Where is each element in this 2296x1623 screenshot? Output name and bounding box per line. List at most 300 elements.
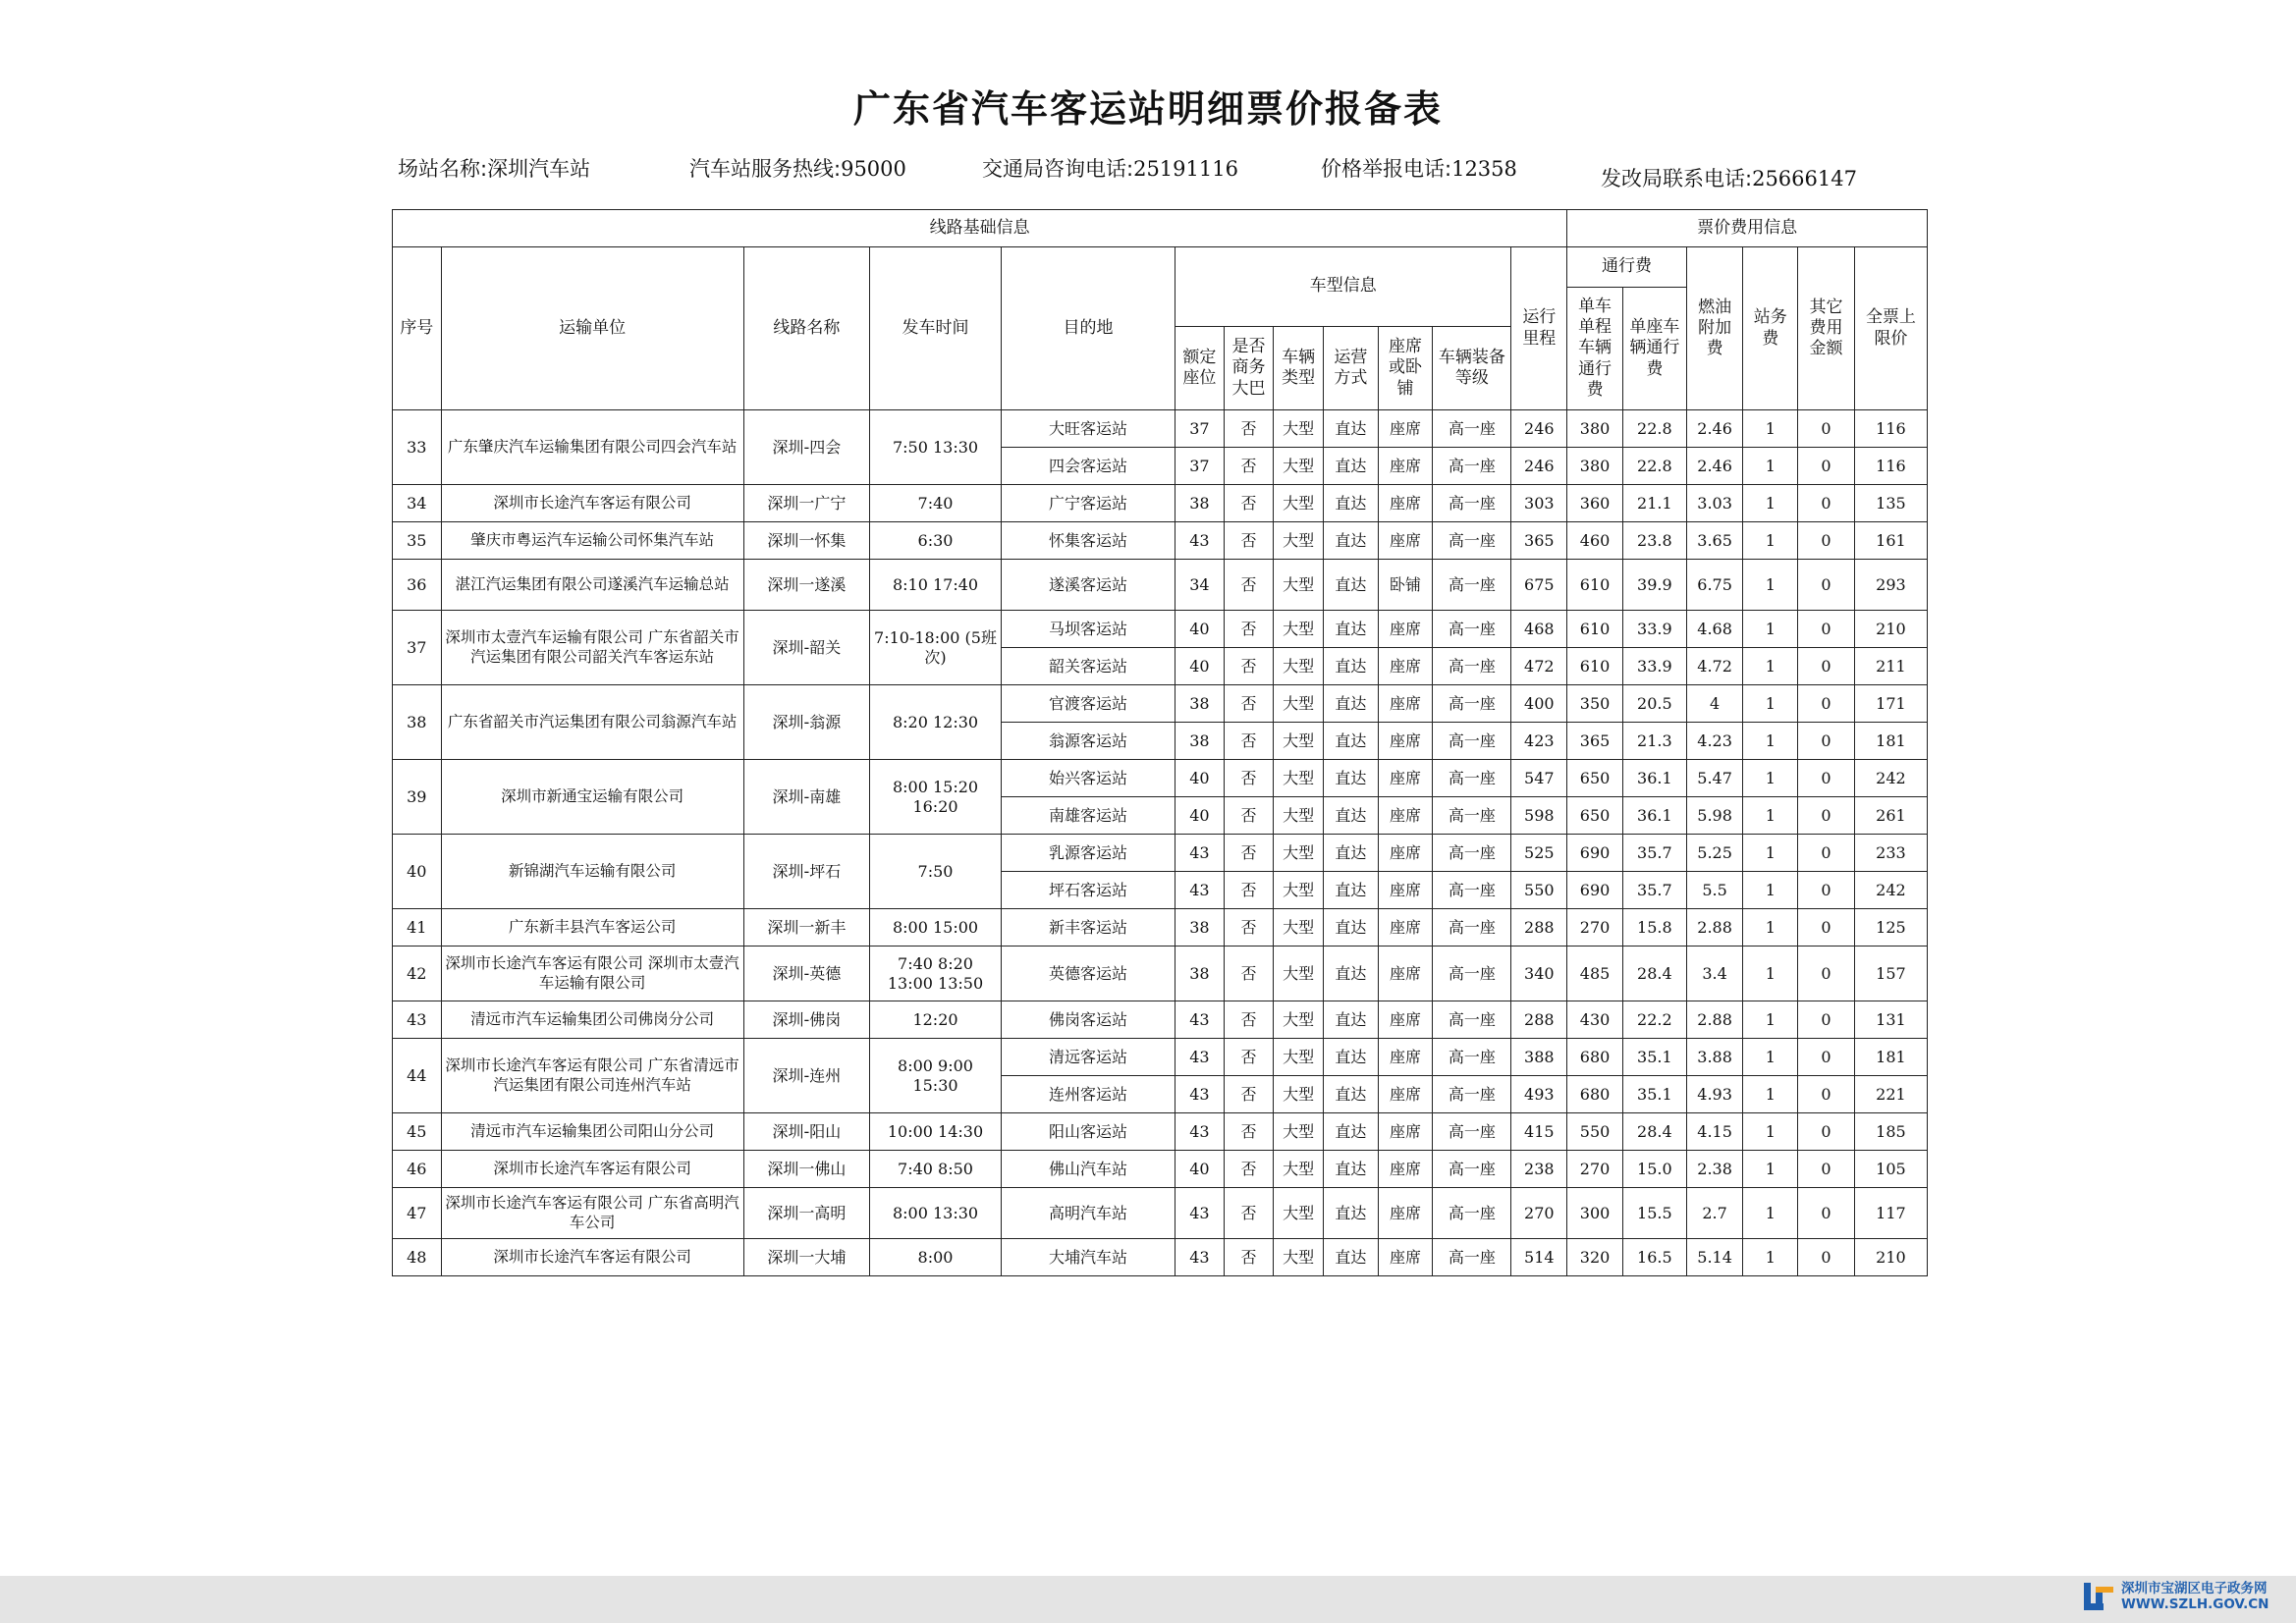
station-fee-cell: 1 [1743,835,1798,872]
toll-vehicle-cell: 380 [1567,448,1623,485]
grade-cell: 高一座 [1433,448,1511,485]
destination-cell: 坪石客运站 [1001,872,1175,909]
seats-header: 额定座位 [1175,327,1225,410]
type-cell: 大型 [1274,410,1324,448]
company-cell: 广东新丰县汽车客运公司 [441,909,743,947]
business-cell: 否 [1224,909,1274,947]
station-fee-cell: 1 [1743,448,1798,485]
station-fee-cell: 1 [1743,723,1798,760]
route-cell: 深圳一新丰 [743,909,870,947]
total-price-cell: 117 [1854,1188,1927,1239]
route-cell: 深圳-韶关 [743,611,870,685]
destination-cell: 英德客运站 [1001,947,1175,1001]
fuel-cell: 4.93 [1686,1076,1743,1113]
grade-cell: 高一座 [1433,1113,1511,1151]
other-fee-cell: 0 [1798,611,1855,648]
depart-time-cell: 12:20 [870,1001,1002,1039]
total-price-cell: 211 [1854,648,1927,685]
company-cell: 肇庆市粤运汽车运输公司怀集汽车站 [441,522,743,560]
mileage-cell: 238 [1511,1151,1567,1188]
toll-vehicle-cell: 365 [1567,723,1623,760]
toll-vehicle-cell: 550 [1567,1113,1623,1151]
route-cell: 深圳-阳山 [743,1113,870,1151]
total-price-cell: 135 [1854,485,1927,522]
destination-cell: 乳源客运站 [1001,835,1175,872]
seats-cell: 43 [1175,835,1225,872]
seats-cell: 43 [1175,1039,1225,1076]
company-cell: 广东肇庆汽车运输集团有限公司四会汽车站 [441,410,743,485]
total-price-cell: 116 [1854,448,1927,485]
berth-cell: 座席 [1378,685,1433,723]
company-cell: 新锦湖汽车运输有限公司 [441,835,743,909]
berth-cell: 座席 [1378,485,1433,522]
company-cell: 深圳市长途汽车客运有限公司 广东省高明汽车公司 [441,1188,743,1239]
mileage-cell: 246 [1511,410,1567,448]
fuel-cell: 2.88 [1686,1001,1743,1039]
total-price-cell: 185 [1854,1113,1927,1151]
other-fee-cell: 0 [1798,947,1855,1001]
mode-cell: 直达 [1324,1076,1379,1113]
company-cell: 湛江汽运集团有限公司遂溪汽车运输总站 [441,560,743,611]
grade-cell: 高一座 [1433,947,1511,1001]
station-fee-cell: 1 [1743,560,1798,611]
seats-cell: 43 [1175,522,1225,560]
depart-time-cell: 6:30 [870,522,1002,560]
grade-cell: 高一座 [1433,1188,1511,1239]
fuel-cell: 2.46 [1686,410,1743,448]
business-cell: 否 [1224,760,1274,797]
total-price-cell: 125 [1854,909,1927,947]
grade-cell: 高一座 [1433,1151,1511,1188]
grade-cell: 高一座 [1433,485,1511,522]
route-cell: 深圳-佛岗 [743,1001,870,1039]
seats-cell: 40 [1175,797,1225,835]
grade-cell: 高一座 [1433,611,1511,648]
berth-cell: 座席 [1378,723,1433,760]
mode-cell: 直达 [1324,611,1379,648]
toll-seat-cell: 20.5 [1622,685,1686,723]
seats-cell: 43 [1175,1001,1225,1039]
destination-cell: 清远客运站 [1001,1039,1175,1076]
seq-cell: 47 [393,1188,442,1239]
business-cell: 否 [1224,1076,1274,1113]
toll-vehicle-cell: 485 [1567,947,1623,1001]
seq-cell: 44 [393,1039,442,1113]
toll-vehicle-cell: 690 [1567,835,1623,872]
page-title: 广东省汽车客运站明细票价报备表 [852,87,1443,131]
fuel-cell: 5.5 [1686,872,1743,909]
vehicle-info-header: 车型信息 [1175,247,1511,327]
mode-cell: 直达 [1324,485,1379,522]
berth-cell: 座席 [1378,448,1433,485]
company-cell: 深圳市太壹汽车运输有限公司 广东省韶关市汽运集团有限公司韶关汽车客运东站 [441,611,743,685]
business-cell: 否 [1224,1188,1274,1239]
mode-cell: 直达 [1324,872,1379,909]
seats-cell: 40 [1175,648,1225,685]
company-header: 运输单位 [441,247,743,410]
depart-time-cell: 8:00 9:00 15:30 [870,1039,1002,1113]
toll-seat-cell: 35.7 [1622,835,1686,872]
seq-cell: 33 [393,410,442,485]
type-cell: 大型 [1274,1151,1324,1188]
table-row [393,835,1928,872]
depart-time-cell: 8:00 15:00 [870,909,1002,947]
mileage-cell: 270 [1511,1188,1567,1239]
mode-cell: 直达 [1324,448,1379,485]
station-fee-cell: 1 [1743,485,1798,522]
fuel-cell: 3.88 [1686,1039,1743,1076]
other-fee-cell: 0 [1798,485,1855,522]
destination-cell: 大旺客运站 [1001,410,1175,448]
seq-header: 序号 [393,247,442,410]
business-cell: 否 [1224,648,1274,685]
toll-vehicle-cell: 430 [1567,1001,1623,1039]
type-cell: 大型 [1274,872,1324,909]
hotline: 汽车站服务热线:95000 [689,157,906,181]
business-cell: 否 [1224,1113,1274,1151]
mileage-cell: 288 [1511,1001,1567,1039]
fuel-cell: 4.72 [1686,648,1743,685]
depart-time-cell: 7:40 8:50 [870,1151,1002,1188]
other-fee-cell: 0 [1798,1239,1855,1276]
mode-cell: 直达 [1324,1151,1379,1188]
fuel-cell: 4 [1686,685,1743,723]
station-fee-header: 站务费 [1743,247,1798,410]
mileage-cell: 246 [1511,448,1567,485]
table-row [393,485,1928,522]
fuel-cell: 5.14 [1686,1239,1743,1276]
mileage-cell: 472 [1511,648,1567,685]
mode-cell: 直达 [1324,1188,1379,1239]
station-fee-cell: 1 [1743,1188,1798,1239]
mileage-cell: 400 [1511,685,1567,723]
station-fee-cell: 1 [1743,410,1798,448]
seats-cell: 40 [1175,760,1225,797]
destination-cell: 四会客运站 [1001,448,1175,485]
other-fee-cell: 0 [1798,872,1855,909]
berth-cell: 座席 [1378,648,1433,685]
destination-cell: 南雄客运站 [1001,797,1175,835]
type-cell: 大型 [1274,723,1324,760]
fuel-cell: 2.38 [1686,1151,1743,1188]
seats-cell: 43 [1175,1076,1225,1113]
toll-vehicle-cell: 690 [1567,872,1623,909]
total-price-cell: 233 [1854,835,1927,872]
seq-cell: 42 [393,947,442,1001]
seq-cell: 35 [393,522,442,560]
toll-vehicle-cell: 650 [1567,797,1623,835]
toll-vehicle-header: 单车单程车辆通行费 [1567,288,1623,410]
station-fee-cell: 1 [1743,1239,1798,1276]
depart-time-cell: 7:40 [870,485,1002,522]
other-fee-cell: 0 [1798,1151,1855,1188]
grade-cell: 高一座 [1433,1239,1511,1276]
toll-seat-header: 单座车辆通行费 [1622,288,1686,410]
table-row [393,560,1928,611]
type-cell: 大型 [1274,1039,1324,1076]
total-price-cell: 210 [1854,611,1927,648]
destination-cell: 佛岗客运站 [1001,1001,1175,1039]
seats-cell: 38 [1175,485,1225,522]
seats-cell: 40 [1175,611,1225,648]
station-fee-cell: 1 [1743,909,1798,947]
grade-cell: 高一座 [1433,685,1511,723]
seats-cell: 34 [1175,560,1225,611]
berth-cell: 座席 [1378,1001,1433,1039]
business-cell: 否 [1224,1151,1274,1188]
type-cell: 大型 [1274,560,1324,611]
seq-cell: 36 [393,560,442,611]
destination-cell: 阳山客运站 [1001,1113,1175,1151]
total-price-cell: 181 [1854,723,1927,760]
station-fee-cell: 1 [1743,1113,1798,1151]
berth-cell: 座席 [1378,1188,1433,1239]
total-price-cell: 116 [1854,410,1927,448]
total-price-cell: 261 [1854,797,1927,835]
business-cell: 否 [1224,410,1274,448]
other-fee-cell: 0 [1798,723,1855,760]
toll-seat-cell: 35.1 [1622,1076,1686,1113]
other-fee-cell: 0 [1798,797,1855,835]
company-cell: 广东省韶关市汽运集团有限公司翁源汽车站 [441,685,743,760]
route-cell: 深圳一佛山 [743,1151,870,1188]
business-cell: 否 [1224,685,1274,723]
fuel-cell: 2.88 [1686,909,1743,947]
route-cell: 深圳-四会 [743,410,870,485]
station-fee-cell: 1 [1743,685,1798,723]
toll-seat-cell: 33.9 [1622,611,1686,648]
station-fee-cell: 1 [1743,797,1798,835]
fare-table [392,209,1928,1276]
destination-cell: 马坝客运站 [1001,611,1175,648]
fuel-cell: 4.23 [1686,723,1743,760]
total-price-cell: 131 [1854,1001,1927,1039]
mode-cell: 直达 [1324,1001,1379,1039]
type-cell: 大型 [1274,648,1324,685]
mode-cell: 直达 [1324,648,1379,685]
mileage-cell: 423 [1511,723,1567,760]
mileage-cell: 468 [1511,611,1567,648]
berth-cell: 座席 [1378,872,1433,909]
other-fee-cell: 0 [1798,522,1855,560]
station-fee-cell: 1 [1743,1076,1798,1113]
company-cell: 清远市汽车运输集团公司阳山分公司 [441,1113,743,1151]
business-cell: 否 [1224,1039,1274,1076]
grade-cell: 高一座 [1433,1001,1511,1039]
seats-cell: 38 [1175,723,1225,760]
berth-cell: 座席 [1378,1151,1433,1188]
grade-cell: 高一座 [1433,1039,1511,1076]
grade-header: 车辆装备等级 [1433,327,1511,410]
table-row [393,909,1928,947]
other-fee-cell: 0 [1798,448,1855,485]
mileage-header: 运行里程 [1511,247,1567,410]
business-cell: 否 [1224,560,1274,611]
berth-cell: 座席 [1378,1076,1433,1113]
fuel-cell: 2.46 [1686,448,1743,485]
seq-cell: 37 [393,611,442,685]
table-row [393,1239,1928,1276]
report-phone: 价格举报电话:12358 [1321,157,1517,181]
mileage-cell: 598 [1511,797,1567,835]
fuel-cell: 5.98 [1686,797,1743,835]
berth-cell: 座席 [1378,947,1433,1001]
toll-vehicle-cell: 350 [1567,685,1623,723]
toll-seat-cell: 21.3 [1622,723,1686,760]
other-fee-cell: 0 [1798,835,1855,872]
seats-cell: 37 [1175,410,1225,448]
destination-cell: 怀集客运站 [1001,522,1175,560]
depart-time-cell: 8:10 17:40 [870,560,1002,611]
business-cell: 否 [1224,448,1274,485]
type-cell: 大型 [1274,1001,1324,1039]
grade-cell: 高一座 [1433,760,1511,797]
mileage-cell: 550 [1511,872,1567,909]
mode-cell: 直达 [1324,797,1379,835]
company-cell: 清远市汽车运输集团公司佛岗分公司 [441,1001,743,1039]
type-cell: 大型 [1274,1113,1324,1151]
total-price-cell: 221 [1854,1076,1927,1113]
berth-cell: 座席 [1378,410,1433,448]
table-row [393,1113,1928,1151]
mode-cell: 直达 [1324,1113,1379,1151]
total-price-cell: 157 [1854,947,1927,1001]
grade-cell: 高一座 [1433,560,1511,611]
seats-cell: 37 [1175,448,1225,485]
type-cell: 大型 [1274,947,1324,1001]
mode-cell: 直达 [1324,560,1379,611]
station-fee-cell: 1 [1743,1001,1798,1039]
total-price-cell: 161 [1854,522,1927,560]
toll-vehicle-cell: 360 [1567,485,1623,522]
seq-cell: 43 [393,1001,442,1039]
route-cell: 深圳一遂溪 [743,560,870,611]
type-cell: 大型 [1274,485,1324,522]
station-fee-cell: 1 [1743,648,1798,685]
grade-cell: 高一座 [1433,835,1511,872]
station-fee-cell: 1 [1743,1039,1798,1076]
business-cell: 否 [1224,1239,1274,1276]
table-row [393,685,1928,723]
mode-cell: 直达 [1324,760,1379,797]
seats-cell: 43 [1175,1239,1225,1276]
grade-cell: 高一座 [1433,909,1511,947]
destination-cell: 高明汽车站 [1001,1188,1175,1239]
site-logo-icon [2082,1581,2117,1612]
berth-cell: 卧铺 [1378,560,1433,611]
company-cell: 深圳市长途汽车客运有限公司 深圳市太壹汽车运输有限公司 [441,947,743,1001]
destination-cell: 遂溪客运站 [1001,560,1175,611]
fuel-cell: 6.75 [1686,560,1743,611]
mode-cell: 直达 [1324,685,1379,723]
business-cell: 否 [1224,522,1274,560]
destination-cell: 韶关客运站 [1001,648,1175,685]
mode-cell: 直达 [1324,909,1379,947]
station-fee-cell: 1 [1743,1151,1798,1188]
watermark-url: WWW.SZLH.GOV.CN [2121,1596,2269,1612]
station-fee-cell: 1 [1743,947,1798,1001]
dest-header: 目的地 [1001,247,1175,410]
grade-cell: 高一座 [1433,723,1511,760]
toll-seat-cell: 39.9 [1622,560,1686,611]
seq-cell: 38 [393,685,442,760]
mode-cell: 直达 [1324,947,1379,1001]
destination-cell: 官渡客运站 [1001,685,1175,723]
seats-cell: 40 [1175,1151,1225,1188]
total-price-cell: 210 [1854,1239,1927,1276]
berth-cell: 座席 [1378,1113,1433,1151]
route-info-header: 线路基础信息 [393,210,1567,247]
route-cell: 深圳一广宁 [743,485,870,522]
other-fee-cell: 0 [1798,648,1855,685]
grade-cell: 高一座 [1433,797,1511,835]
toll-vehicle-cell: 270 [1567,909,1623,947]
other-fee-header: 其它费用金额 [1798,247,1855,410]
company-cell: 深圳市长途汽车客运有限公司 [441,1239,743,1276]
station-fee-cell: 1 [1743,611,1798,648]
station-name: 场站名称:深圳汽车站 [398,157,591,181]
watermark-title: 深圳市宝湖区电子政务网 [2121,1580,2268,1596]
fuel-cell: 5.47 [1686,760,1743,797]
seq-cell: 46 [393,1151,442,1188]
route-cell: 深圳-英德 [743,947,870,1001]
depart-time-cell: 8:00 [870,1239,1002,1276]
mode-cell: 直达 [1324,522,1379,560]
toll-seat-cell: 15.8 [1622,909,1686,947]
depart-time-cell: 8:00 13:30 [870,1188,1002,1239]
company-cell: 深圳市长途汽车客运有限公司 [441,485,743,522]
toll-vehicle-cell: 610 [1567,611,1623,648]
mileage-cell: 514 [1511,1239,1567,1276]
depart-time-cell: 8:00 15:20 16:20 [870,760,1002,835]
mode-cell: 直达 [1324,723,1379,760]
other-fee-cell: 0 [1798,410,1855,448]
other-fee-cell: 0 [1798,1188,1855,1239]
route-cell: 深圳一怀集 [743,522,870,560]
mileage-cell: 493 [1511,1076,1567,1113]
seq-cell: 41 [393,909,442,947]
depart-time-cell: 7:40 8:20 13:00 13:50 [870,947,1002,1001]
business-cell: 否 [1224,611,1274,648]
depart-time-cell: 7:50 13:30 [870,410,1002,485]
fuel-cell: 4.15 [1686,1113,1743,1151]
destination-cell: 新丰客运站 [1001,909,1175,947]
toll-header: 通行费 [1567,247,1687,288]
toll-seat-cell: 35.7 [1622,872,1686,909]
depart-time-cell: 7:10-18:00 (5班次) [870,611,1002,685]
type-cell: 大型 [1274,685,1324,723]
toll-seat-cell: 21.1 [1622,485,1686,522]
mileage-cell: 547 [1511,760,1567,797]
seats-cell: 38 [1175,947,1225,1001]
seq-cell: 34 [393,485,442,522]
toll-seat-cell: 23.8 [1622,522,1686,560]
business-cell: 否 [1224,797,1274,835]
route-cell: 深圳-翁源 [743,685,870,760]
fuel-cell: 3.4 [1686,947,1743,1001]
berth-cell: 座席 [1378,797,1433,835]
type-cell: 大型 [1274,611,1324,648]
mode-cell: 直达 [1324,410,1379,448]
table-row [393,410,1928,448]
other-fee-cell: 0 [1798,1113,1855,1151]
mode-cell: 直达 [1324,1039,1379,1076]
destination-cell: 始兴客运站 [1001,760,1175,797]
site-watermark [2082,1577,2269,1616]
toll-seat-cell: 28.4 [1622,1113,1686,1151]
toll-seat-cell: 28.4 [1622,947,1686,1001]
route-header: 线路名称 [743,247,870,410]
